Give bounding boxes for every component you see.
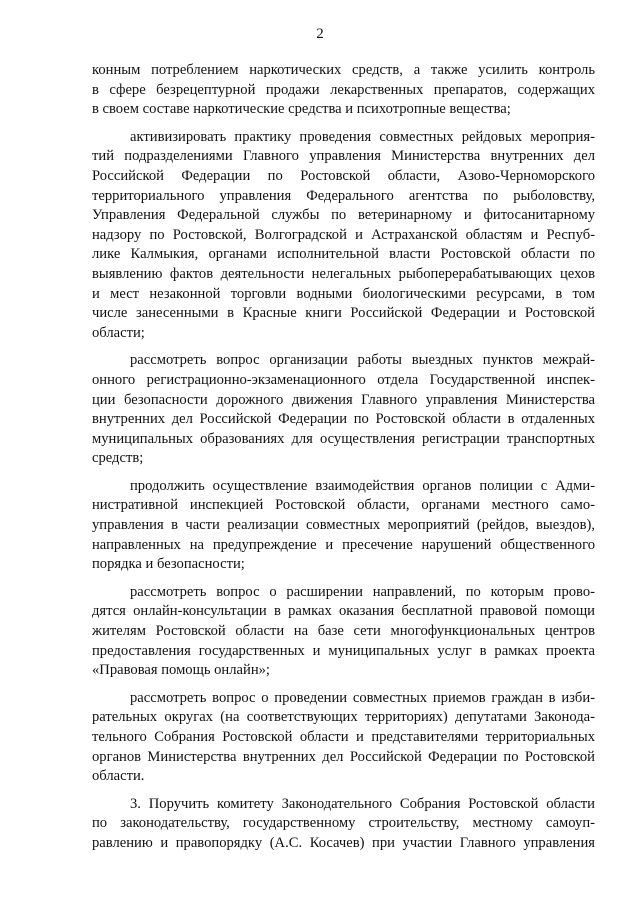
text-line: в своем составе наркотические средства и психотропные вещества; bbox=[92, 101, 511, 118]
text-line: по законодательству, государственному строительству, местному самоуп- bbox=[92, 815, 595, 832]
text-line: числе занесенными в Красные книги Российской Федерации и Ростовской bbox=[92, 305, 595, 322]
text-line: тельного Собрания Ростовской области и представителями территориальных bbox=[92, 729, 595, 745]
text-line: тий подразделениями Главного управления Министерства внутренних дел bbox=[92, 148, 595, 165]
text-line: продолжить осуществление взаимодействия органов полиции с Адми- bbox=[130, 477, 595, 494]
text-line: равлению и правопорядку (А.С. Косачев) при участии Главного управления bbox=[92, 834, 595, 851]
text-line: области. bbox=[92, 768, 145, 785]
paragraph-3 bbox=[92, 351, 595, 469]
page-number: 2 bbox=[316, 26, 324, 42]
text-line: предоставления государственных и муниципальных услуг в рамках проекта bbox=[92, 642, 595, 659]
text-line: «Правовая помощь онлайн»; bbox=[92, 662, 270, 679]
text-line: дятся онлайн-консультации в рамках оказания бесплатной правовой помощи bbox=[92, 603, 595, 620]
text-line: рассмотреть вопрос о расширении направлений, по которым прово- bbox=[130, 583, 595, 600]
text-line: надзору по Ростовской, Волгоградской и Астраханской областям и Респуб- bbox=[92, 226, 595, 243]
text-line: управления в части реализации совместных мероприятий (рейдов, выездов), bbox=[92, 517, 595, 534]
paragraph-6 bbox=[92, 689, 595, 787]
text-line: области; bbox=[92, 324, 145, 341]
text-line: и мест незаконной торговли водными биологическими ресурсами, в том bbox=[92, 285, 595, 302]
text-line: Управления Федеральной службы по ветеринарному и фитосанитарному bbox=[92, 207, 595, 224]
text-line: лике Калмыкия, органами исполнительной власти Ростовской области по bbox=[92, 246, 595, 263]
text-line: активизировать практику проведения совместных рейдовых мероприя- bbox=[130, 128, 595, 145]
text-line: Российской Федерации по Ростовской области, Азово-Черноморского bbox=[92, 167, 595, 184]
text-line: онного регистрационно-экзаменационного отдела Государственной инспек- bbox=[92, 371, 595, 388]
text-line: выявлению фактов деятельности нелегальных рыбоперерабатывающих цехов bbox=[92, 265, 595, 282]
text-line: в сфере безрецептурной продажи лекарственных препаратов, содержащих bbox=[92, 81, 595, 98]
text-line: органов Министерства внутренних дел Российской Федерации по Ростовской bbox=[92, 748, 595, 765]
paragraph-5 bbox=[92, 583, 595, 681]
text-line: рательных округах (на соответствующих территориях) депутатами Законода- bbox=[92, 709, 595, 726]
paragraph-1 bbox=[92, 61, 595, 120]
text-line: нистративной инспекцией Ростовской области, органами местного само- bbox=[92, 497, 595, 514]
text-line: направленных на предупреждение и пресечение нарушений общественного bbox=[92, 536, 595, 553]
text-line: ции безопасности дорожного движения Главного управления Министерства bbox=[92, 391, 595, 408]
text-line: жителям Ростовской области на базе сети многофункциональных центров bbox=[92, 623, 595, 640]
text-line: муниципальных образованиях для осуществления регистрации транспортных bbox=[92, 430, 595, 447]
text-line: конным потреблением наркотических средств, а также усилить контроль bbox=[92, 62, 595, 78]
text-line: 3. Поручить комитету Законодательного Собрания Ростовской области bbox=[130, 795, 595, 812]
paragraph-2 bbox=[92, 128, 595, 344]
paragraph-7 bbox=[92, 795, 595, 854]
text-line: рассмотреть вопрос о проведении совместных приемов граждан в изби- bbox=[130, 689, 595, 706]
text-line: рассмотреть вопрос организации работы выездных пунктов межрай- bbox=[130, 352, 595, 369]
text-line: внутренних дел Российской Федерации по Ростовской области в отдаленных bbox=[92, 411, 595, 428]
document-body bbox=[92, 61, 595, 854]
text-line: средств; bbox=[92, 450, 144, 467]
text-line: территориального управления Федерального агентства по рыболовству, bbox=[92, 187, 595, 204]
paragraph-4 bbox=[92, 477, 595, 575]
text-line: порядка и безопасности; bbox=[92, 556, 245, 573]
